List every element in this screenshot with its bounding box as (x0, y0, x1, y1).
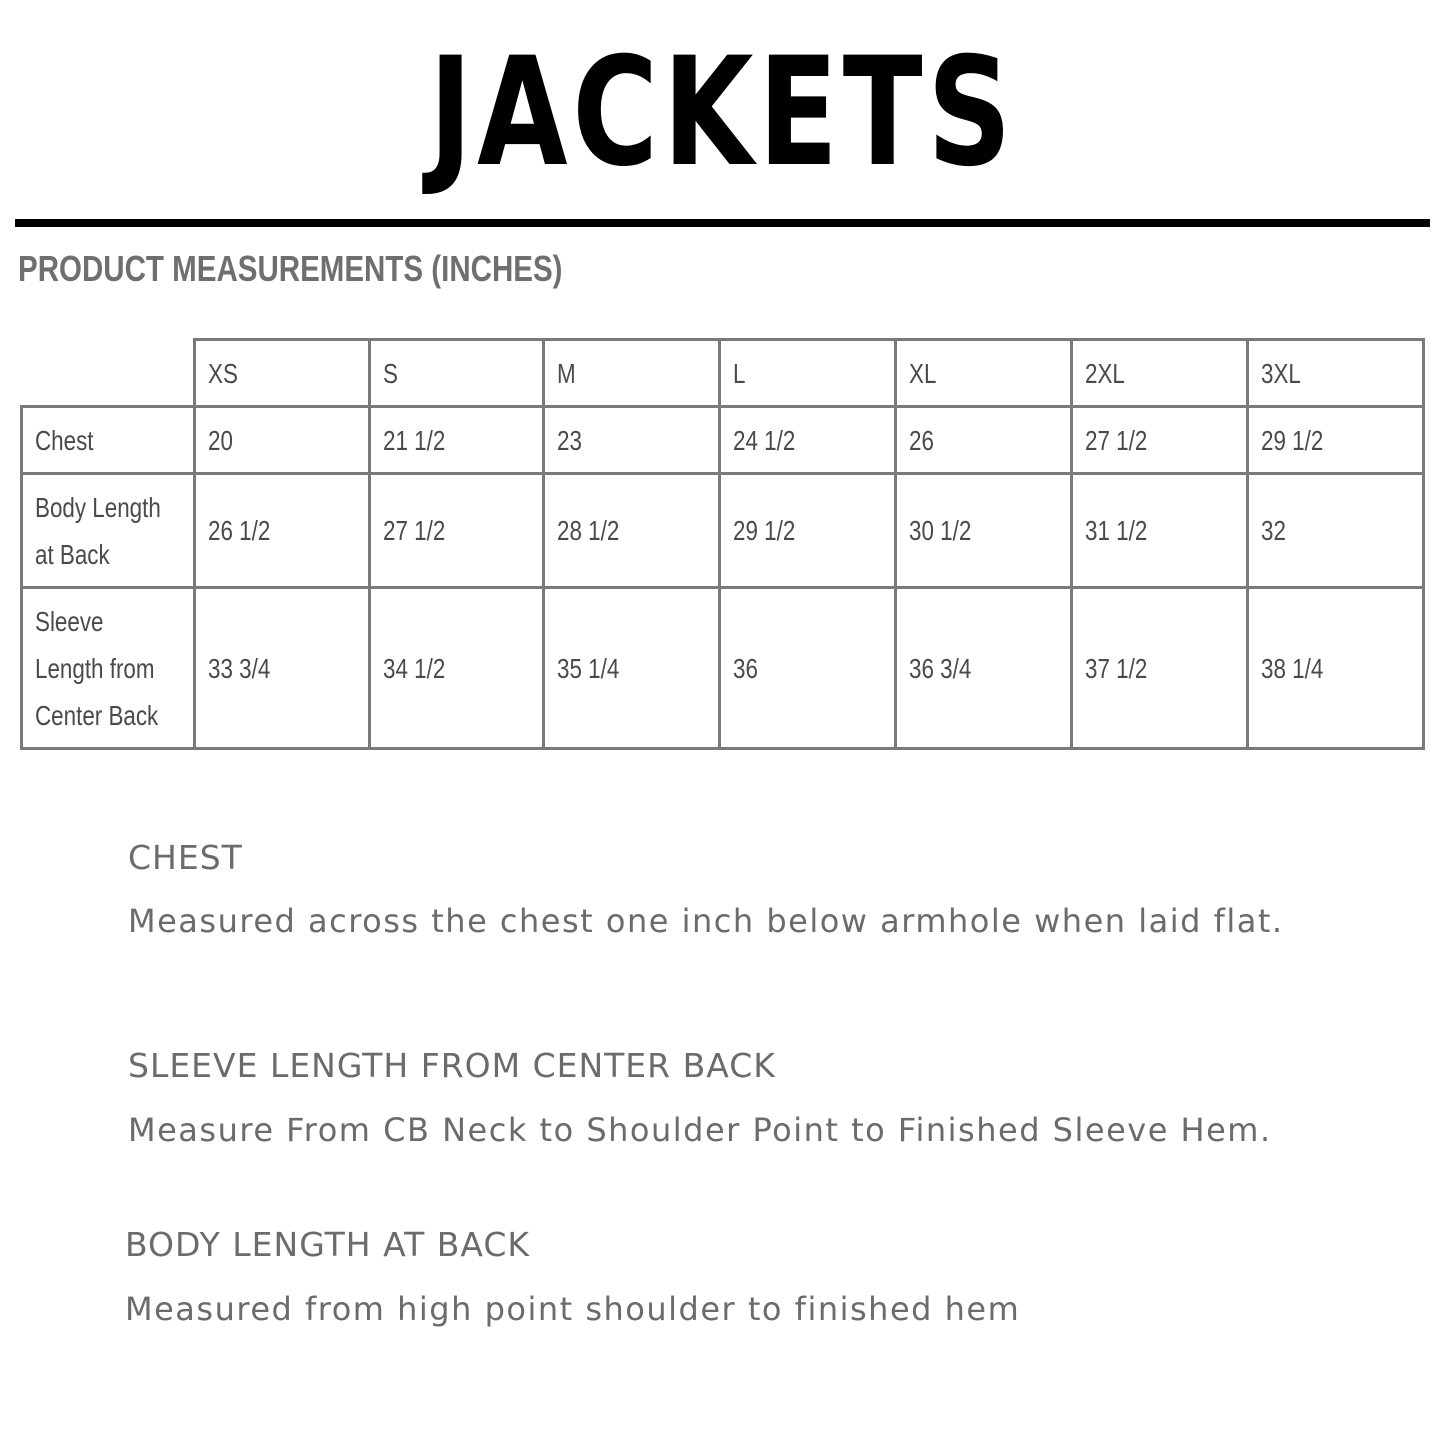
table-cell: 31 1/2 (1070, 472, 1249, 589)
table-cell: 28 1/2 (542, 472, 721, 589)
size-chart-table (20, 338, 1425, 750)
header-cell-3xl: 3XL (1246, 338, 1425, 408)
table-cell: 29 1/2 (1246, 405, 1425, 475)
table-cell: 37 1/2 (1070, 586, 1249, 750)
table-cell: 34 1/2 (368, 586, 545, 750)
row-label-chest: Chest (20, 405, 196, 475)
table-cell: 27 1/2 (368, 472, 545, 589)
table-cell: 32 (1246, 472, 1425, 589)
header-cell-m: M (542, 338, 721, 408)
title-divider (15, 219, 1430, 227)
subtitle: PRODUCT MEASUREMENTS (INCHES) (18, 248, 563, 289)
table-cell: 30 1/2 (894, 472, 1073, 589)
row-label-sleeve-length: Sleeve Length from Center Back (20, 586, 196, 750)
table-corner (20, 338, 196, 408)
definition-heading-chest: CHEST (128, 838, 243, 877)
definition-text-sleeve-length: Measure From CB Neck to Shoulder Point to Finished Sleeve Hem. (128, 1111, 1272, 1149)
table-cell: 36 (718, 586, 897, 750)
definition-heading-sleeve-length: SLEEVE LENGTH FROM CENTER BACK (128, 1046, 776, 1085)
page-title-wrap (0, 18, 1445, 208)
table-cell: 38 1/4 (1246, 586, 1425, 750)
header-cell-s: S (368, 338, 545, 408)
table-cell: 36 3/4 (894, 586, 1073, 750)
table-cell: 24 1/2 (718, 405, 897, 475)
definition-heading-body-length: BODY LENGTH AT BACK (125, 1225, 531, 1264)
table-cell: 20 (193, 405, 371, 475)
table-cell: 35 1/4 (542, 586, 721, 750)
header-cell-xl: XL (894, 338, 1073, 408)
row-label-body-length: Body Length at Back (20, 472, 196, 589)
header-cell-l: L (718, 338, 897, 408)
table-cell: 21 1/2 (368, 405, 545, 475)
table-cell: 33 3/4 (193, 586, 371, 750)
table-cell: 29 1/2 (718, 472, 897, 589)
table-cell: 26 (894, 405, 1073, 475)
page-title: JACKETS (428, 26, 1017, 200)
table-cell: 23 (542, 405, 721, 475)
table-cell: 27 1/2 (1070, 405, 1249, 475)
table-cell: 26 1/2 (193, 472, 371, 589)
definition-text-chest: Measured across the chest one inch below armhole when laid flat. (128, 902, 1284, 940)
header-cell-xs: XS (193, 338, 371, 408)
header-cell-2xl: 2XL (1070, 338, 1249, 408)
definition-text-body-length: Measured from high point shoulder to finished hem (125, 1290, 1021, 1328)
